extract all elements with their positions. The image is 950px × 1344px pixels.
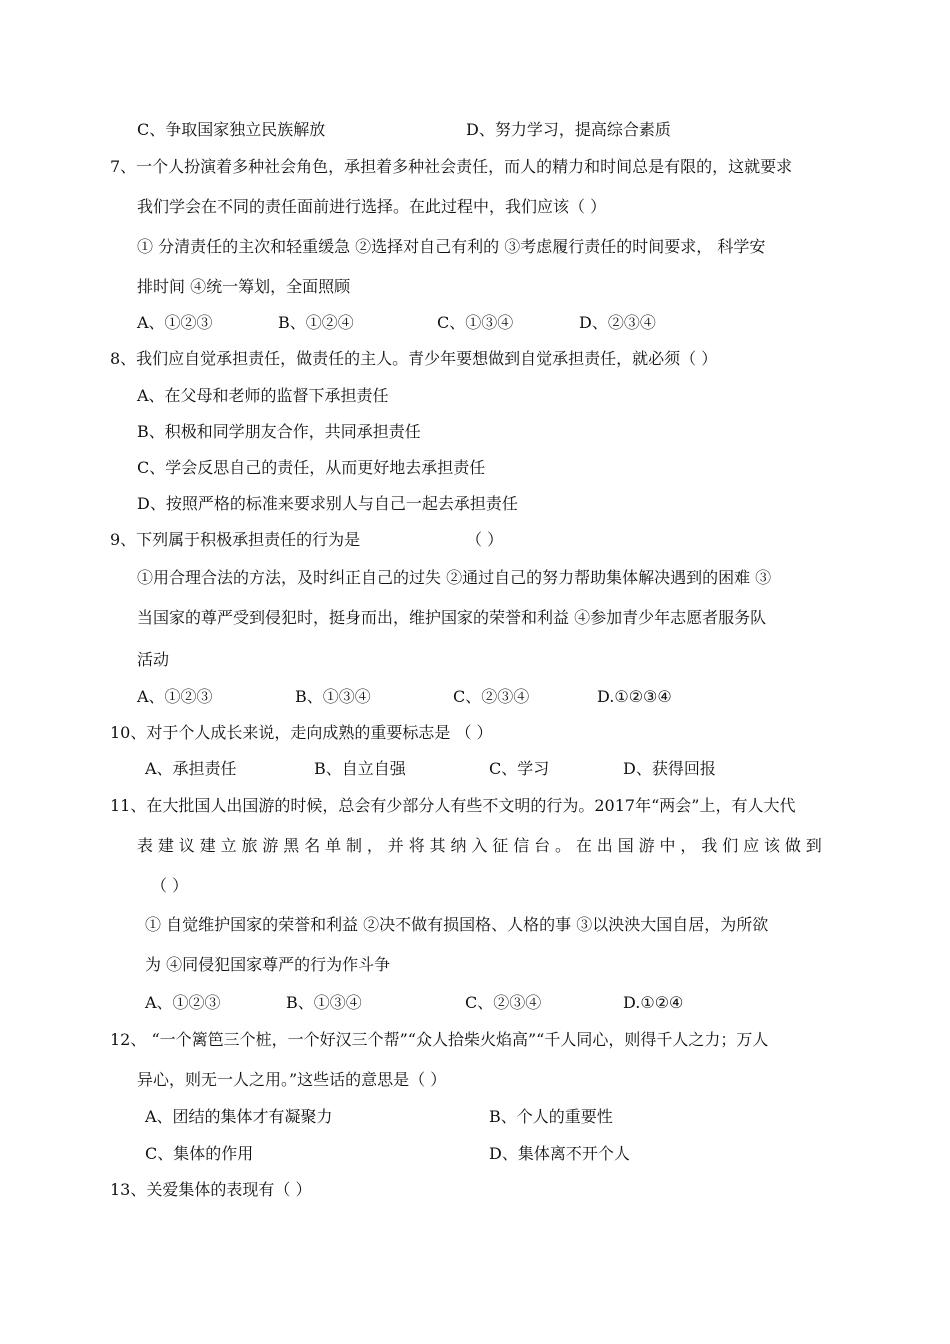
q6-option-d: D、努力学习，提高综合素质 [466, 120, 671, 139]
q9-option-b: B、①③④ [295, 687, 371, 706]
q11-option-d: D.①②④ [623, 993, 684, 1012]
q11-stem-line1: 11、在大批国人出国游的时候，总会有少部分人有些不文明的行为。2017年“两会”上，有人大代 [110, 796, 796, 815]
q8-option-b: B、积极和同学朋友合作，共同承担责任 [137, 422, 421, 441]
q13-stem: 13、关爱集体的表现有（ ） [110, 1180, 312, 1199]
q7-option-a: A、①②③ [137, 313, 213, 332]
q8-option-a: A、在父母和老师的监督下承担责任 [137, 386, 389, 405]
q7-option-c: C、①③④ [437, 313, 514, 332]
q11-answer-paren: （ ） [151, 876, 189, 895]
q7-stem-line1: 7、一个人扮演着多种社会角色，承担着多种社会责任，而人的精力和时间总是有限的，这就要求 [110, 157, 793, 176]
q8-stem: 8、我们应自觉承担责任，做责任的主人。青少年要想做到自觉承担责任，就必须（ ） [110, 349, 718, 368]
q8-option-c: C、学会反思自己的责任，从而更好地去承担责任 [137, 458, 486, 477]
q6-option-c: C、争取国家独立民族解放 [137, 120, 326, 139]
q9-items-line3: 活动 [137, 650, 170, 669]
q9-option-a: A、①②③ [137, 687, 213, 706]
q12-stem-line1: 12、 “一个篱笆三个桩，一个好汉三个帮”“众人拾柴火焰高”“千人同心，则得千人之力；万人 [110, 1030, 769, 1049]
q7-option-b: B、①②④ [278, 313, 354, 332]
q12-stem-line2: 异心，则无一人之用。”这些话的意思是（ ） [137, 1070, 447, 1089]
q9-items-line2: 当国家的尊严受到侵犯时，挺身而出，维护国家的荣誉和利益 ④参加青少年志愿者服务队 [137, 608, 767, 627]
q7-items-line2: 排时间 ④统一筹划，全面照顾 [137, 277, 351, 296]
q11-items-line1: ① 自觉维护国家的荣誉和利益 ②决不做有损国格、人格的事 ③以泱泱大国自居，为所欲 [145, 915, 769, 934]
q9-option-d: D.①②③④ [597, 687, 672, 706]
q12-option-b: B、个人的重要性 [489, 1107, 613, 1126]
q11-stem-line2: 表建议建立旅游黑名单制，并将其纳入征信台。在出国游中，我们应该做到 [137, 836, 827, 855]
q12-option-a: A、团结的集体才有凝聚力 [145, 1107, 333, 1126]
q10-option-a: A、承担责任 [145, 759, 237, 778]
q11-items-line2: 为 ④同侵犯国家尊严的行为作斗争 [145, 955, 391, 974]
q8-option-d: D、按照严格的标准来要求别人与自己一起去承担责任 [137, 494, 518, 513]
q11-option-a: A、①②③ [145, 993, 221, 1012]
q10-option-b: B、自立自强 [314, 759, 406, 778]
q7-option-d: D、②③④ [579, 313, 656, 332]
q11-option-b: B、①③④ [286, 993, 362, 1012]
q12-option-c: C、集体的作用 [145, 1144, 254, 1163]
q10-option-d: D、获得回报 [623, 759, 716, 778]
q11-option-c: C、②③④ [465, 993, 542, 1012]
q9-stem: 9、下列属于积极承担责任的行为是 [110, 530, 361, 549]
q7-stem-line2: 我们学会在不同的责任面前进行选择。在此过程中，我们应该（ ） [137, 197, 607, 216]
q12-option-d: D、集体离不开个人 [489, 1144, 630, 1163]
q9-answer-paren: （ ） [466, 530, 504, 549]
q9-option-c: C、②③④ [453, 687, 530, 706]
q10-option-c: C、学习 [489, 759, 550, 778]
q7-items-line1: ① 分清责任的主次和轻重缓急 ②选择对自己有利的 ③考虑履行责任的时间要求， 科学安 [137, 237, 766, 256]
q9-items-line1: ①用合理合法的方法，及时纠正自己的过失 ②通过自己的努力帮助集体解决遇到的困难 ③ [137, 568, 772, 587]
q10-stem: 10、对于个人成长来说，走向成熟的重要标志是 （ ） [110, 723, 493, 742]
